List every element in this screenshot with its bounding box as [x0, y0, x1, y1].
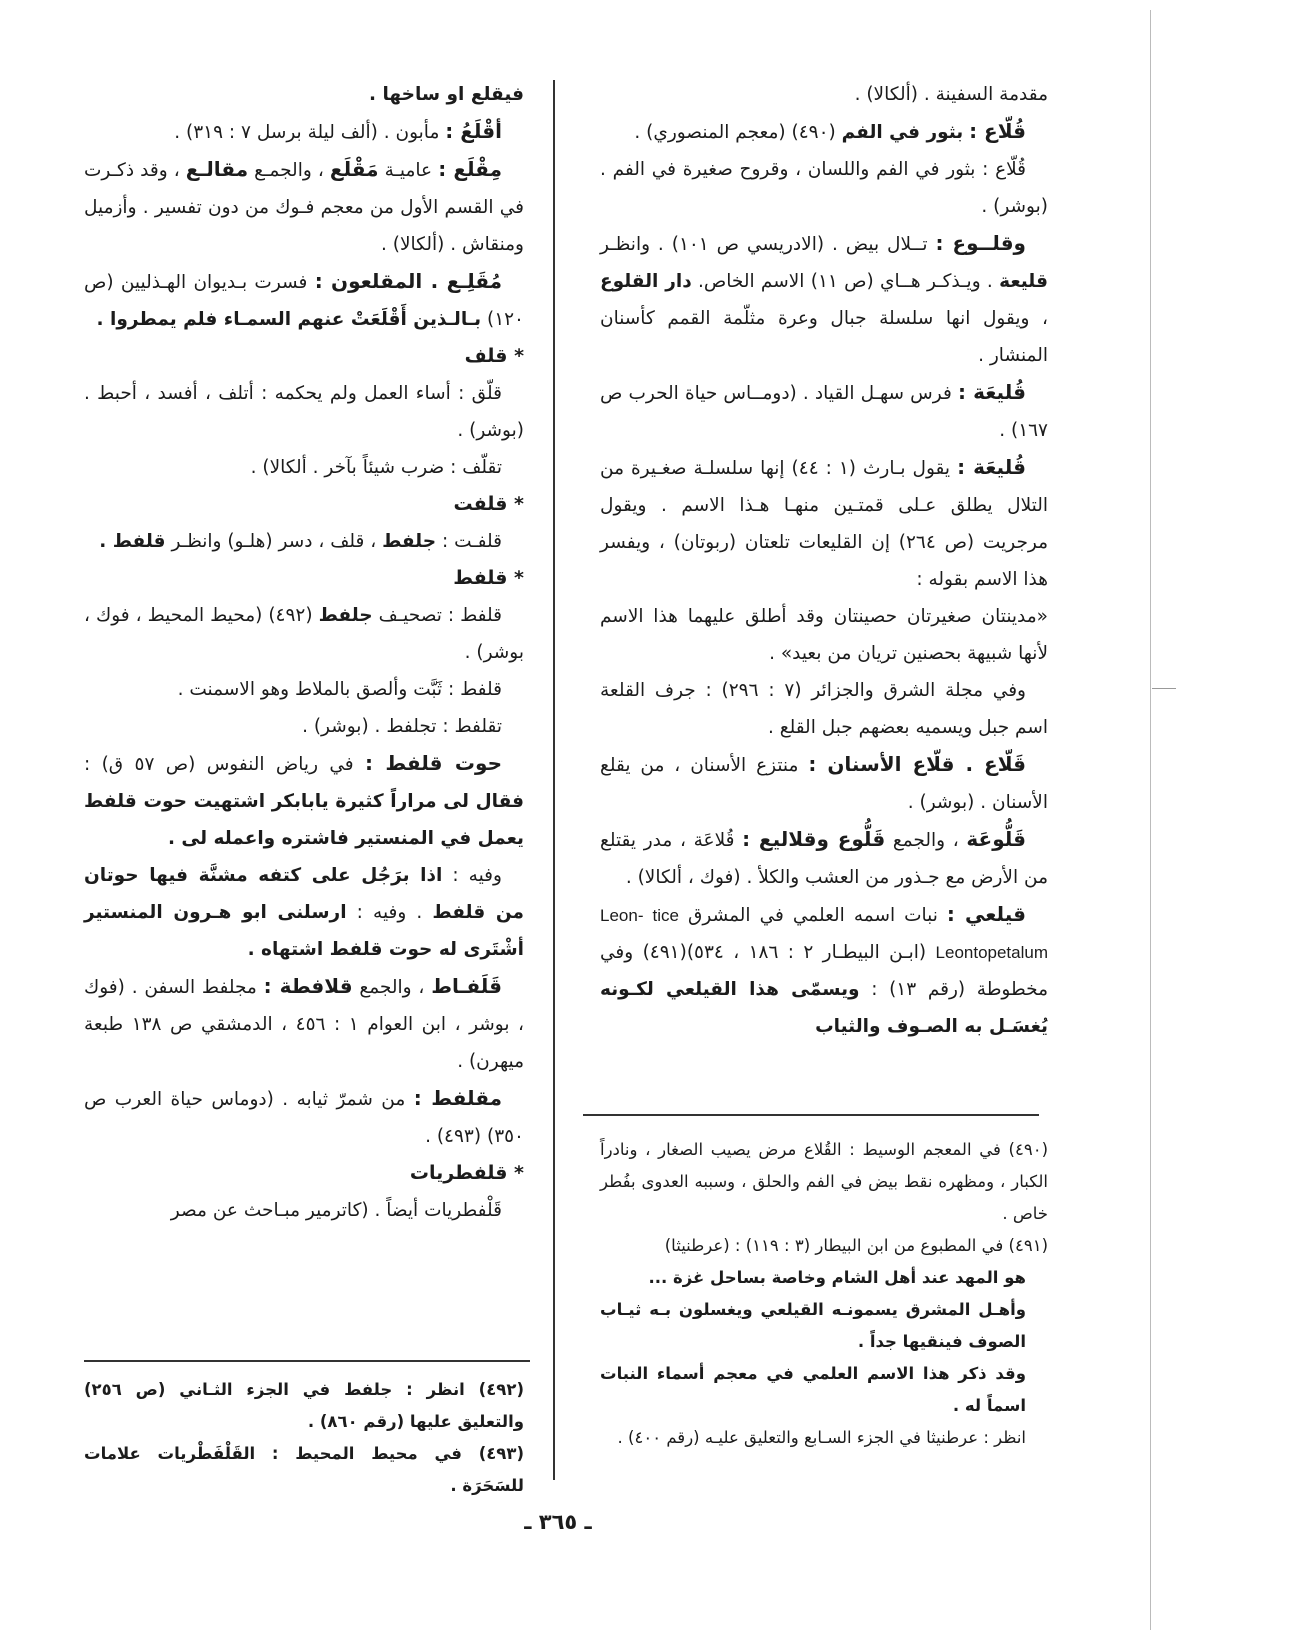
entry-miqla: مِقْلَع : عاميـة مَقْلَع ، والجمـع مقالـع ، وقد ذكـرت في القسم الأول من معجم فـوك من دون تفسير . وأزميل ومنقاش . (ألكالا) .: [84, 157, 524, 255]
footnote-separator-right: [583, 1114, 1039, 1116]
footnote-quote: انظر : عرطنيثا في الجزء السـابع والتعليق عليـه (رقم ٤٠٠) .: [617, 1428, 1026, 1447]
entry-continuation: وفي مجلة الشرق والجزائر (٧ : ٢٩٦) : جرف القلعة اسم جبل ويسميه بعضهم جبل القلع .: [600, 680, 1048, 738]
entry-aqla: أقْلَعُ : مأبون . (ألف ليلة برسل ٧ : ٣١٩) .: [174, 119, 502, 143]
quote: «مدينتان صغيرتان حصينتان وقد أطلق عليهما هذا الاسم لأنها شبيهة بحصنين تريان من بعيد» .: [600, 606, 1048, 664]
footnote-493: (٤٩٣) في محيط المحيط : القَلْفَطْريات علامات للسَحَرَة .: [84, 1444, 524, 1495]
entry-qallaf: قلّق : أساء العمل ولم يحكمه : أتلف ، أفسد ، أحبط . (بوشر) .: [84, 383, 524, 441]
footnote-quote: وأهـل المشرق يسمونـه القيلعي ويغسلون بـه ثيـاب الصوف فينقيها جداً .: [600, 1300, 1026, 1351]
entry-taqallaf: تقلّف : ضرب شيئاً بآخر . ألكالا) .: [250, 457, 502, 478]
root-heading-qlft2: * قلفط: [453, 567, 524, 589]
entry-qalfat-2: قلفط : تصحيـف جلفط (٤٩٢) (محيط المحيط ، فوك ، بوشر) .: [84, 605, 524, 663]
root-heading-qlftryat: * قلفطريات: [409, 1162, 524, 1184]
entry-qulaya-horse: قُليعَة : فرس سهـل القياد . (دومــاس حياة الحرب ص ١٦٧) .: [600, 380, 1048, 441]
entry-qulaya-hills: قُليعَة : يقول بـارث (١ : ٤٤) إنها سلسلـة صغـيرة من التلال يطلق عـلى قمتـين منهـا هـذا الاسم . ويقول مرجريت (ص ٢٦٤) إن القليعات تلعتان (ربوتان) ، ويفسر هذا الاسم بقوله :: [600, 455, 1049, 590]
left-column: [84, 76, 524, 1229]
scan-margin-line: [1150, 10, 1151, 1630]
entry-qalafat: قَلَفـاط ، والجمع قلافطة : مجلفط السفن . (فوك ، بوشر ، ابن العوام ١ : ٤٥٦ ، الدمشقي ص ١٣٨ طبعة ميهرن) .: [84, 974, 524, 1072]
entry-taqalfat: تقلفط : تجلفط . (بوشر) .: [302, 716, 502, 737]
text-line: مقدمة السفينة . (ألكالا) .: [854, 84, 1048, 105]
scan-margin-tick: [1152, 688, 1176, 689]
entry-hut-qalfat: حوت قلفط : في رياض النفوس (ص ٥٧ ق) : فقال لى مراراً كثيرة يابابكر اشتهيت حوت قلفط يعمل في المنستير فاشتره واعمله لى .: [84, 751, 524, 849]
column-divider: [553, 80, 555, 1480]
entry-qalfatriyat: قَلْفطريات أيضاً . (كاترمير مبـاحث عن مصر: [170, 1200, 502, 1221]
footnotes-right: [600, 1134, 1048, 1454]
page-number: ـ ٣٦٥ ـ: [524, 1510, 592, 1534]
entry-qalluua: قَلُّوعَة ، والجمع قَلُّوع وقلاليع : قُلاعَة ، مدر يقتلع من الأرض مع جـذور من العشب والكلأ . (فوك ، ألكالا) .: [600, 827, 1048, 888]
entry-qayla-i: قيلعي : نبات اسمه العلمي في المشرق Leon- tice Leontopetalum (ابـن البيطـار ٢ : ١٨٦ ، ٥٣٤)(٤٩١) وفي مخطوطة (رقم ١٣) : ويسمّى هذا القيلعي لكـونه يُغسَـل به الصـوف والثياب: [600, 902, 1049, 1037]
footnote-490: (٤٩٠) في المعجم الوسيط : القُلاع مرض يصيب الصغار ، ونادراً الكبار ، ومظهره نقط بيض في الفم والحلق ، وسببه العدوى بفُطر خاص .: [600, 1140, 1048, 1223]
entry-qullaa: قُلّاع : بثور في الفم (٤٩٠) (معجم المنصوري) .: [634, 119, 1026, 143]
root-heading-qlf: * قلف: [464, 345, 524, 367]
entry-qalfat-3: قلفط : ثَبَّت وألصق بالملاط وهو الاسمنت .: [177, 679, 502, 700]
entry-muqalfat: مقلفط : من شمرّ ثيابه . (دوماس حياة العرب ص ٣٥٠) (٤٩٣) .: [84, 1086, 524, 1147]
entry-qullaa-2: قُلّاع : بثور في الفم واللسان ، وقروح صغيرة في الفم . (بوشر) .: [600, 159, 1048, 217]
footnote-quote: وقد ذكر هذا الاسم العلمي في معجم أسماء النبات اسماً له .: [600, 1364, 1026, 1415]
entry-hut-qalfat-2: وفيه : اذا برَجُل على كتفه مشنَّة فيها حوتان من قلفط . وفيه : ارسلنى ابو هـرون المنستير أشْتَرى له حوت قلفط اشتهاه .: [84, 865, 524, 960]
root-heading-qlft: * قلفت: [453, 493, 524, 515]
entry-muqli: مُقَلِـع . المقلعون : فسرت بـديوان الهـذليين (ص ١٢٠) بـالـذين أَقْلَعَتْ عنهم السمـاء فلم يمطروا .: [84, 269, 524, 330]
footnote-quote: هو المهد عند أهل الشام وخاصة بساحل غزة ...: [648, 1268, 1026, 1287]
right-column: [600, 76, 1048, 1045]
footnotes-left: [84, 1374, 524, 1502]
footnote-491: (٤٩١) في المطبوع من ابن البيطار (٣ : ١١٩) : (عرطنيثا): [664, 1236, 1048, 1255]
footnote-separator-left: [84, 1360, 530, 1362]
entry-qulu: وقلــوع : تــلال بيض . (الادريسي ص ١٠١) . وانظـر قليعة . ويـذكـر هــاي (ص ١١) الاسم الخاص. دار القلوع ، ويقول انها سلسلة جبال وعرة مثلّمة القمم كأسنان المنشار .: [600, 231, 1048, 366]
text-line: فيقلع او ساخها .: [369, 84, 524, 105]
entry-qalfat: قلفـت : جلفط ، قلف ، دسر (هلـو) وانظـر قلفط .: [99, 531, 502, 552]
entry-qallaa-teeth: قَلّاع . قلّاع الأسنان : منتزع الأسنان ، من يقلع الأسنان . (بوشر) .: [600, 752, 1048, 813]
footnote-492: (٤٩٢) انظر : جلفط في الجزء الثـاني (ص ٢٥٦) والتعليق عليها (رقم ٨٦٠) .: [84, 1380, 524, 1431]
